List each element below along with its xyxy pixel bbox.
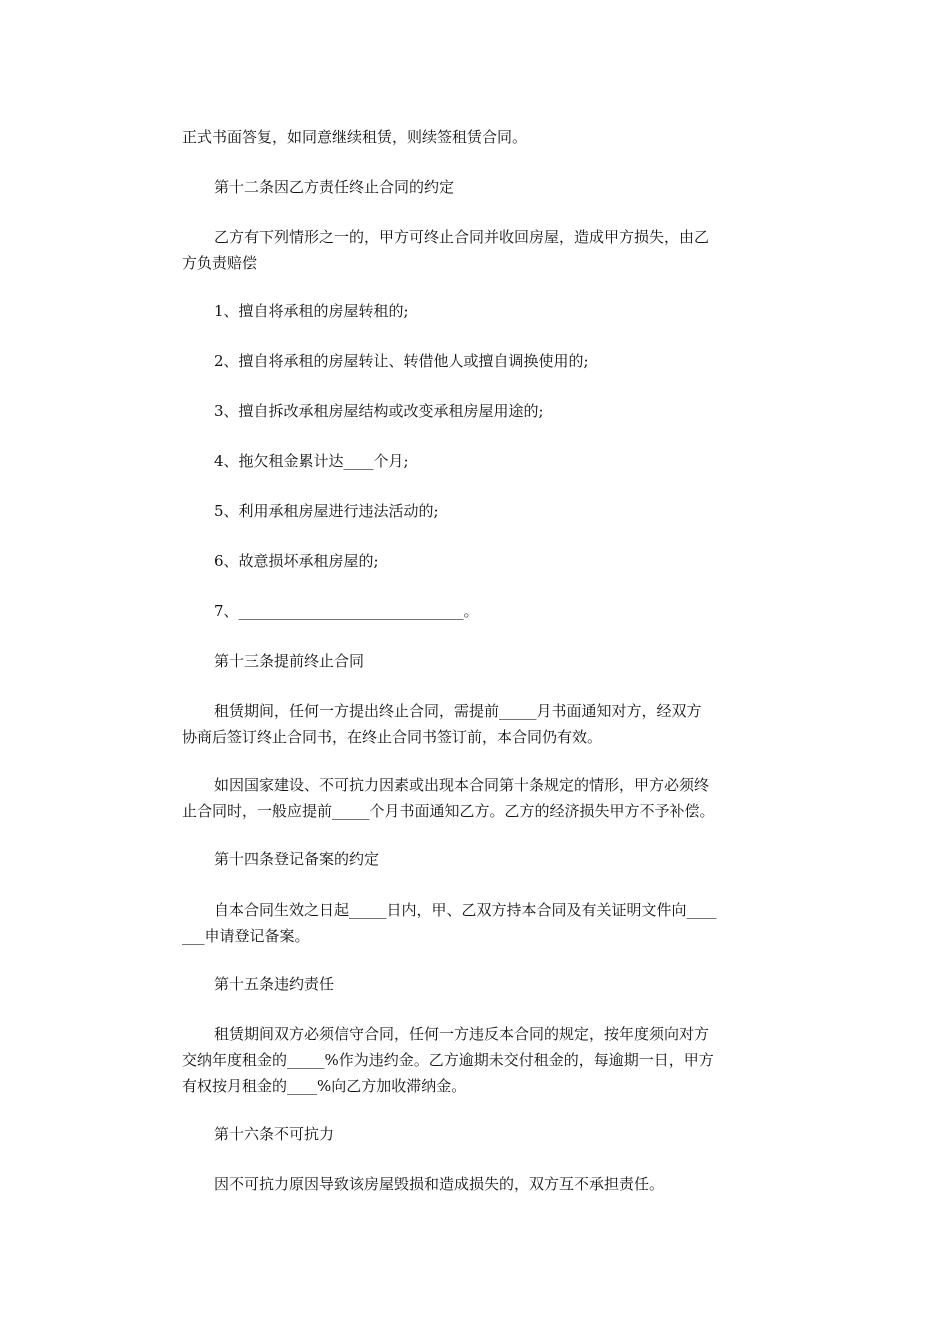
text-line: 第十二条因乙方责任终止合同的约定 (214, 178, 455, 196)
text-line: 因不可抗力原因导致该房屋毁损和造成损失的，双方互不承担责任。 (214, 1175, 665, 1193)
text-line: 第十五条违约责任 (214, 975, 335, 993)
article-13-body-1 (182, 698, 772, 750)
text-line: 2、擅自将承租的房屋转让、转借他人或擅自调换使用的; (214, 352, 589, 370)
article-16-heading (214, 1121, 804, 1147)
list-item-1 (214, 298, 804, 324)
list-item-5 (214, 498, 804, 524)
article-13-body-2 (182, 772, 772, 824)
text-line: 1、擅自将承租的房屋转租的; (214, 302, 409, 320)
article-14-body (182, 897, 772, 949)
article-15-heading (214, 971, 804, 997)
text-line: 6、故意损坏承租房屋的; (214, 552, 379, 570)
text-line: 止合同时，一般应提前_____个月书面通知乙方。乙方的经济损失甲方不予补偿。 (182, 802, 715, 820)
text-line: 租赁期间，任何一方提出终止合同，需提前_____月书面通知对方，经双方 (214, 702, 702, 720)
text-line: 自本合同生效之日起_____日内，甲、乙双方持本合同及有关证明文件向____ (214, 901, 717, 919)
article-12-heading (214, 174, 804, 200)
text-line: 租赁期间双方必须信守合同，任何一方违反本合同的规定，按年度须向对方 (214, 1025, 710, 1043)
text-line: 交纳年度租金的_____%作为违约金。乙方逾期未交付租金的，每逾期一日，甲方 (182, 1051, 714, 1069)
text-line: 正式书面答复，如同意继续租赁，则续签租赁合同。 (182, 128, 528, 146)
text-line: 协商后签订终止合同书，在终止合同书签订前，本合同仍有效。 (182, 728, 603, 746)
text-line: 4、拖欠租金累计达____个月; (214, 452, 409, 470)
article-13-heading (214, 648, 804, 674)
text-line: 5、利用承租房屋进行违法活动的; (214, 502, 439, 520)
list-item-3 (214, 398, 804, 424)
text-line: 第十四条登记备案的约定 (214, 850, 380, 868)
article-16-body (214, 1171, 804, 1197)
list-item-6 (214, 548, 804, 574)
paragraph-continuation (182, 124, 772, 150)
text-line: 乙方有下列情形之一的，甲方可终止合同并收回房屋，造成甲方损失，由乙 (214, 228, 710, 246)
list-item-2 (214, 348, 804, 374)
text-line: 有权按月租金的____%向乙方加收滞纳金。 (182, 1077, 467, 1095)
article-14-heading (214, 846, 804, 872)
text-line: 7、______________________________。 (214, 602, 479, 620)
article-15-body (182, 1021, 772, 1099)
text-line: 第十三条提前终止合同 (214, 652, 365, 670)
text-line: 第十六条不可抗力 (214, 1125, 335, 1143)
text-line: ___申请登记备案。 (182, 927, 310, 945)
list-item-4 (214, 448, 804, 474)
list-item-7 (214, 598, 804, 624)
text-line: 如因国家建设、不可抗力因素或出现本合同第十条规定的情形，甲方必须终 (214, 776, 710, 794)
text-line: 3、擅自拆改承租房屋结构或改变承租房屋用途的; (214, 402, 544, 420)
text-line: 方负责赔偿 (182, 254, 258, 272)
article-12-body (182, 224, 772, 276)
